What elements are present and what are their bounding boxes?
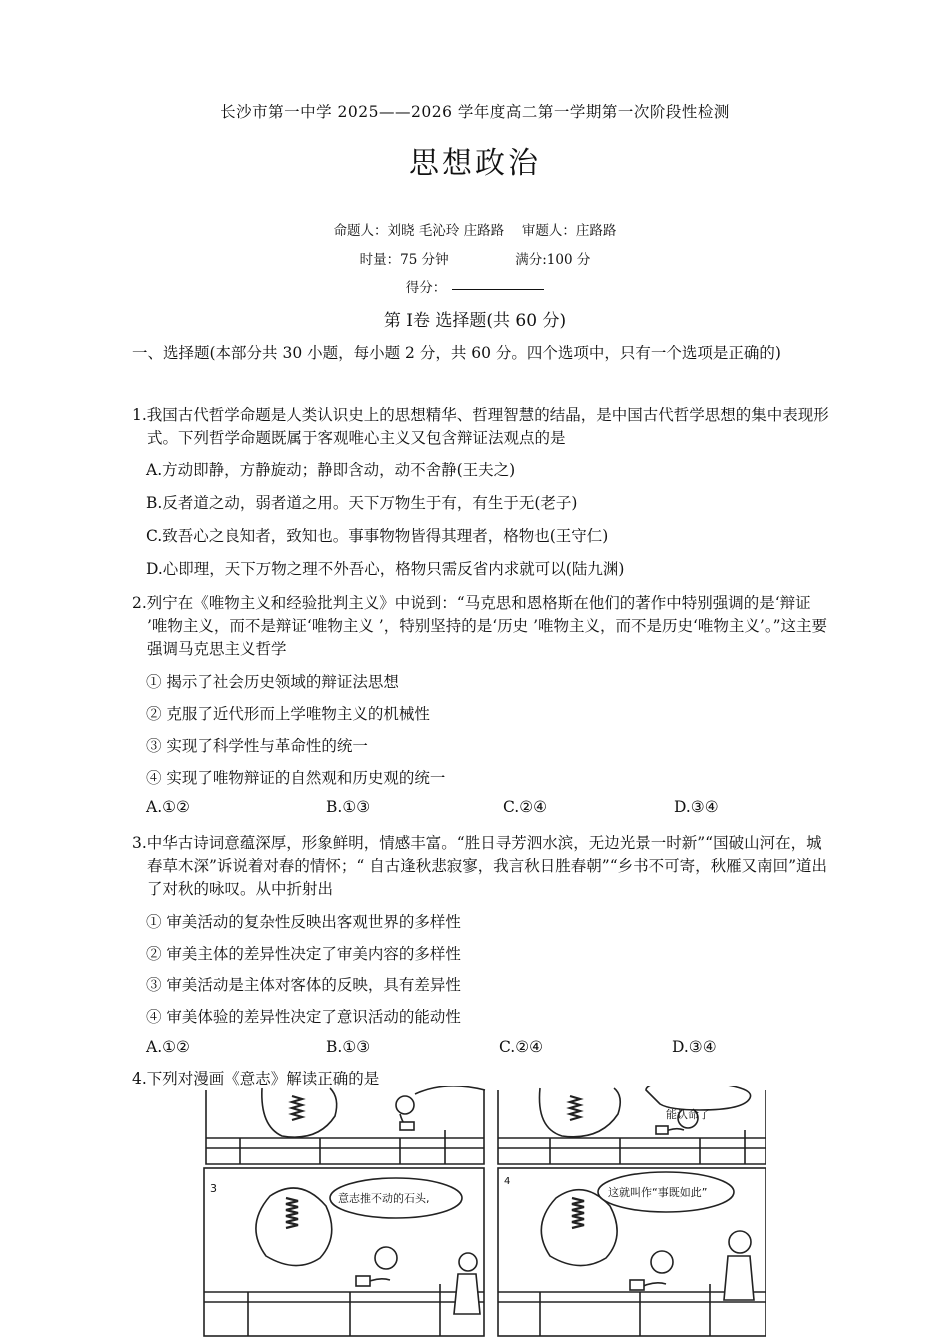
- question-2: [132, 592, 832, 661]
- subject-title: 思想政治: [409, 146, 541, 181]
- section-instruction: 一、选择题(本部分共 30 小题，每小题 2 分，共 60 分。四个选项中，只有一个选项是正确的): [132, 344, 781, 362]
- comic-panel-3-number: 3: [210, 1182, 217, 1195]
- question-2-item-1: ① 揭示了社会历史领域的辩证法思想: [146, 673, 399, 691]
- comic-bubble-3: 意志推不动的石头,: [338, 1192, 430, 1205]
- question-3-item-4: ④ 审美体验的差异性决定了意识活动的能动性: [146, 1008, 461, 1026]
- exam-header: 长沙市第一中学 2025——2026 学年度高二第一学期第一次阶段性检测: [220, 103, 730, 121]
- comic-will: [200, 1086, 766, 1344]
- question-3-choice-c: C.②④: [499, 1038, 544, 1056]
- question-3-stem: 3.中华古诗词意蕴深厚，形象鲜明，情感丰富。“胜日寻芳泗水滨，无边光景一时新”“国破山河在，城春草木深”诉说着对春的情怀；“ 自古逢秋悲寂寥，我言秋日胜春朝”“乡书不可寄，秋雁又南回”道出了对秋的咏叹。从中折射出: [132, 834, 828, 898]
- time-text: 时量：75 分钟: [359, 252, 449, 268]
- question-2-item-3: ③ 实现了科学性与革命性的统一: [146, 737, 368, 755]
- question-1-option-a: A.方动即静，方静旋动；静即含动，动不舍静(王夫之): [146, 461, 516, 479]
- question-1-option-b: B.反者道之动，弱者道之用。天下万物生于有，有生于无(老子): [146, 494, 578, 512]
- score-blank: [452, 288, 544, 290]
- question-3-choice-d: D.③④: [672, 1038, 717, 1056]
- question-3-item-1: ① 审美活动的复杂性反映出客观世界的多样性: [146, 913, 461, 931]
- comic-panel-2: [498, 1086, 766, 1164]
- question-2-item-4: ④ 实现了唯物辩证的自然观和历史观的统一: [146, 769, 446, 787]
- question-3-item-3: ③ 审美活动是主体对客体的反映，具有差异性: [146, 976, 461, 994]
- section-title: 第 Ⅰ卷 选择题(共 60 分): [383, 311, 567, 331]
- question-2-choice-a: A.①②: [146, 798, 190, 816]
- question-3: [132, 832, 832, 901]
- comic-bubble-4: 这就叫作“事既如此”: [608, 1186, 708, 1199]
- score-label: 得分：: [405, 280, 447, 296]
- question-2-choice-c: C.②④: [503, 798, 548, 816]
- question-3-choice-b: B.①③: [326, 1038, 371, 1056]
- comic-panel-4-number: 4: [504, 1176, 511, 1187]
- comic-panel-1: [206, 1086, 485, 1164]
- setters-line: 命题人：刘晓 毛沁玲 庄路路 审题人：庄路路: [333, 223, 617, 239]
- question-3-item-2: ② 审美主体的差异性决定了审美内容的多样性: [146, 945, 461, 963]
- question-4-stem: 4.下列对漫画《意志》解读正确的是: [132, 1070, 380, 1088]
- question-2-choice-d: D.③④: [674, 798, 719, 816]
- question-3-choice-a: A.①②: [146, 1038, 190, 1056]
- score-line: [0, 276, 950, 296]
- question-1-stem: 1.我国古代哲学命题是人类认识史上的思想精华、哲理智慧的结晶，是中国古代哲学思想的集中表现形式。下列哲学命题既属于客观唯心主义又包含辩证法观点的是: [132, 406, 829, 447]
- question-1-option-c: C.致吾心之良知者，致知也。事事物物皆得其理者，格物也(王守仁): [146, 527, 609, 545]
- question-1: [132, 404, 832, 450]
- full-score-text: 满分:100 分: [515, 252, 591, 268]
- question-1-option-d: D.心即理，天下万物之理不外吾心，格物只需反省内求就可以(陆九渊): [146, 560, 625, 578]
- comic-bubble-2: 能认命了: [666, 1108, 710, 1121]
- question-2-stem: 2.列宁在《唯物主义和经验批判主义》中说到：“马克思和恩格斯在他们的著作中特别强调的是‘辩证 ’唯物主义，而不是辩证‘唯物主义 ’，特别坚持的是‘历史 ’唯物主义，而不是历史‘唯物主义’。”这主要强调马克思主义哲学: [132, 594, 828, 658]
- time-score-line: [0, 248, 950, 268]
- question-2-choice-b: B.①③: [326, 798, 371, 816]
- question-2-item-2: ② 克服了近代形而上学唯物主义的机械性: [146, 705, 430, 723]
